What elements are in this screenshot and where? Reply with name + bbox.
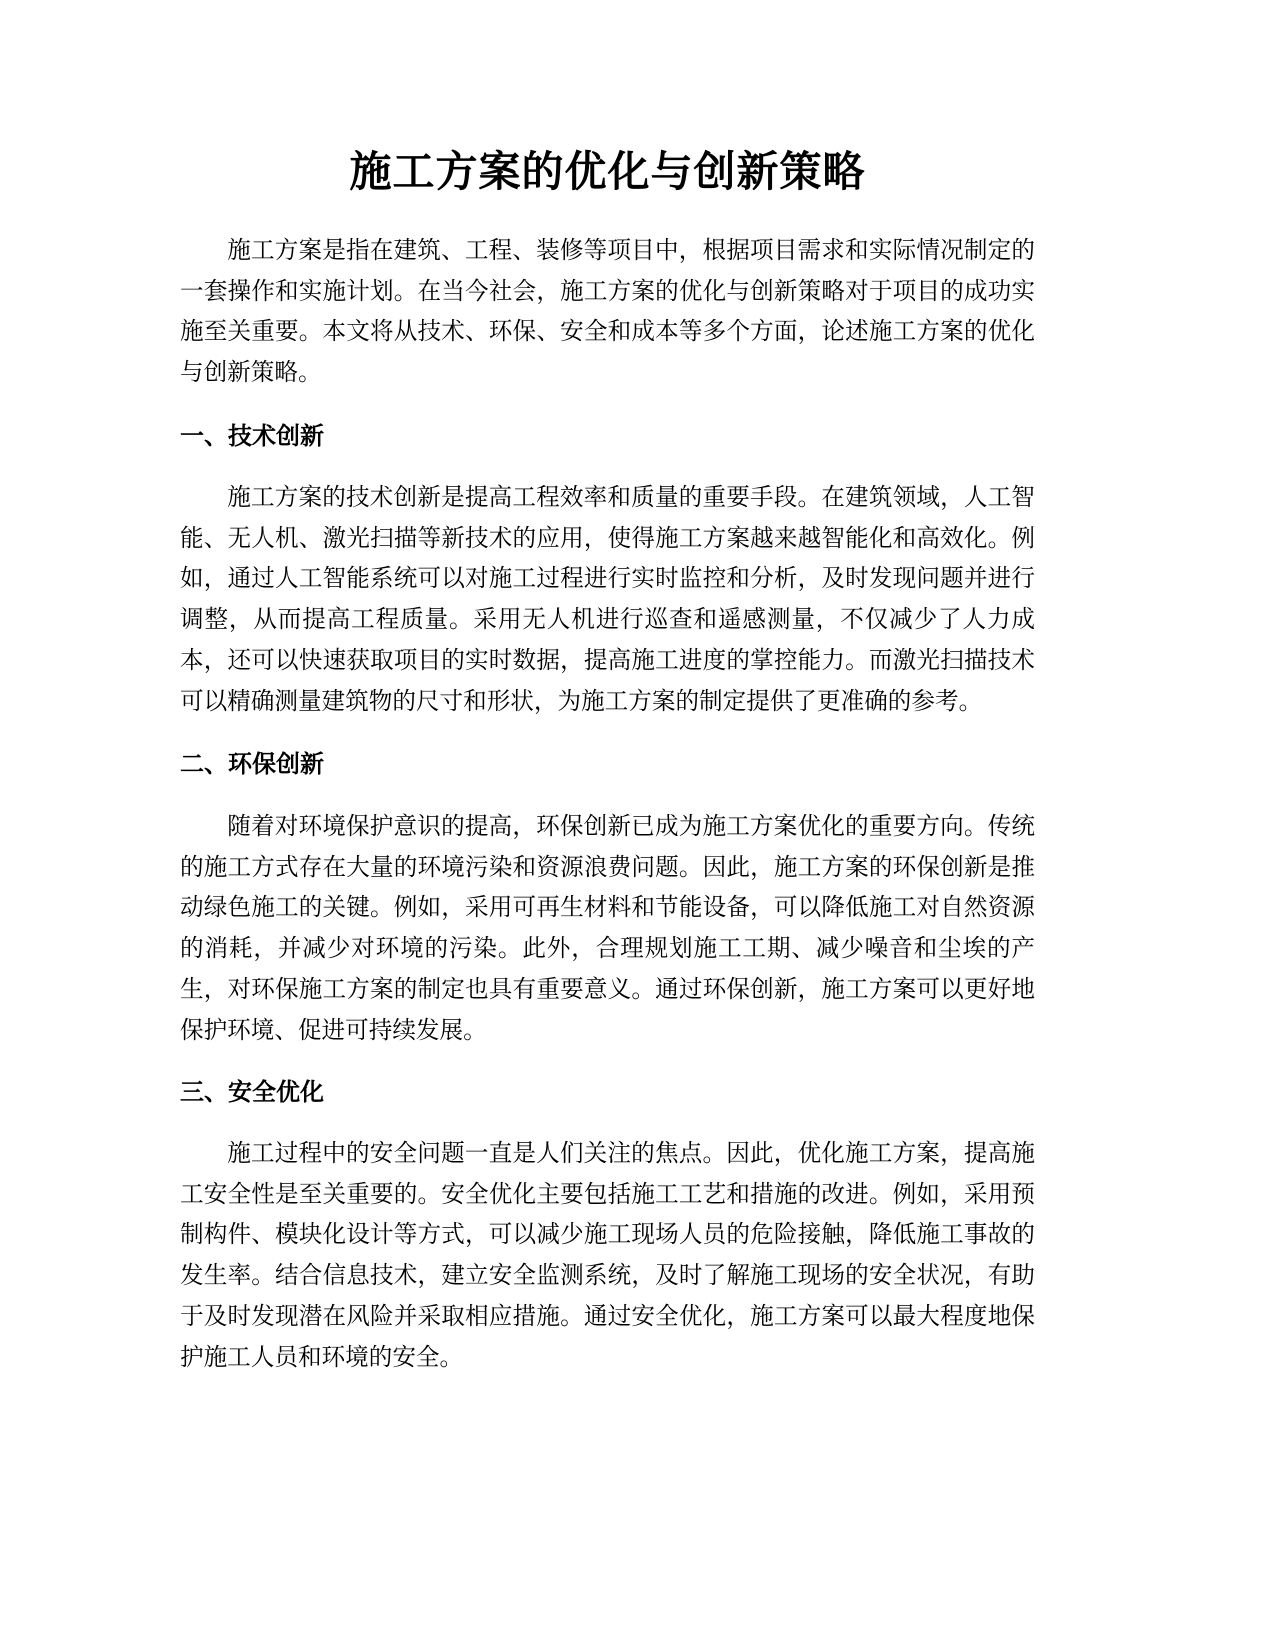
intro-paragraph: 施工方案是指在建筑、工程、装修等项目中，根据项目需求和实际情况制定的一套操作和实施计划。在当今社会，施工方案的优化与创新策略对于项目的成功实施至关重要。本文将从技术、环保、安全和成本等多个方面，论述施工方案的优化与创新策略。 <box>180 236 1035 387</box>
section-body-tech: 施工方案的技术创新是提高工程效率和质量的重要手段。在建筑领域，人工智能、无人机、激光扫描等新技术的应用，使得施工方案越来越智能化和高效化。例如，通过人工智能系统可以对施工过程进行实时监控和分析，及时发现问题并进行调整，从而提高工程质量。采用无人机进行巡查和遥感测量，不仅减少了人力成本，还可以快速获取项目的实时数据，提高施工进度的掌控能力。而激光扫描技术可以精确测量建筑物的尺寸和形状，为施工方案的制定提供了更准确的参考。 <box>180 483 1035 715</box>
section-heading-tech: 一、技术创新 <box>180 422 324 450</box>
section-body-env: 随着对环境保护意识的提高，环保创新已成为施工方案优化的重要方向。传统的施工方式存在大量的环境污染和资源浪费问题。因此，施工方案的环保创新是推动绿色施工的关键。例如，采用可再生材料和节能设备，可以降低施工对自然资源的消耗，并减少对环境的污染。此外，合理规划施工工期、减少噪音和尘埃的产生，对环保施工方案的制定也具有重要意义。通过环保创新，施工方案可以更好地保护环境、促进可持续发展。 <box>180 812 1035 1044</box>
page-title: 施工方案的优化与创新策略 <box>349 147 866 196</box>
section-heading-env: 二、环保创新 <box>180 750 324 778</box>
section-body-safety: 施工过程中的安全问题一直是人们关注的焦点。因此，优化施工方案，提高施工安全性是至关重要的。安全优化主要包括施工工艺和措施的改进。例如，采用预制构件、模块化设计等方式，可以减少施工现场人员的危险接触，降低施工事故的发生率。结合信息技术，建立安全监测系统，及时了解施工现场的安全状况，有助于及时发现潜在风险并采取相应措施。通过安全优化，施工方案可以最大程度地保护施工人员和环境的安全。 <box>180 1139 1035 1371</box>
section-heading-safety: 三、安全优化 <box>180 1078 324 1106</box>
